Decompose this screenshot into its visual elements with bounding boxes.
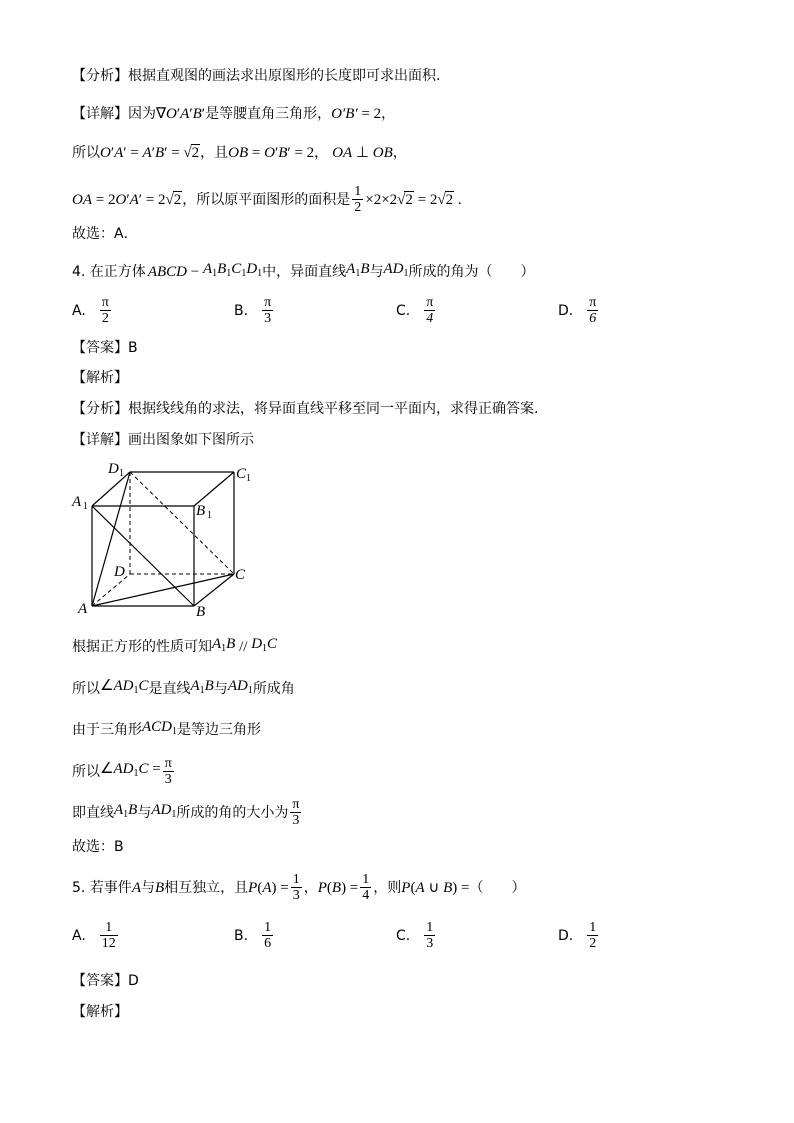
formula: ∇O′A′B′: [156, 106, 206, 122]
label-b: B: [196, 604, 206, 620]
q4-option-d[interactable]: D. $\frac{\pi}{6}$: [558, 295, 597, 326]
q4-step5: 即直线 $A_1B$ 与 $AD_1$ 所成的角的大小为 $\frac{\pi}{3}$: [72, 797, 300, 828]
cube-figure: [70, 458, 260, 620]
q3-line3: OA = 2O′A′ = 2√2 ，所以原平面图形的面积是 $\frac{1}{2}$ ×2×2√2 = 2√2 .: [72, 184, 462, 215]
formula: $A_1B$: [114, 802, 138, 820]
formula: O′A′ = A′B′ = √2: [100, 145, 200, 161]
label-c1: C: [236, 466, 247, 482]
formula: $ACD_1$: [142, 719, 177, 737]
svg-text:1: 1: [246, 473, 251, 484]
q5-jiexi: 【解析】: [72, 1004, 128, 1020]
formula: $\angle AD_1C$ =: [100, 761, 161, 779]
fraction: $\frac{1}{3}$: [292, 872, 300, 903]
q3-line2: 所以 O′A′ = A′B′ = √2 ，且 OB = O′B′ = 2 ， OA ⊥ OB ，: [72, 145, 407, 161]
formula: $A_1B_1C_1D_1$: [202, 261, 263, 279]
formula: $AD_1$: [383, 261, 409, 279]
svg-text:1: 1: [83, 501, 88, 512]
formula: ABCD: [147, 263, 187, 280]
label-d: D: [114, 564, 125, 580]
svg-text:1: 1: [119, 468, 124, 479]
formula: $AD_1$: [151, 802, 177, 820]
q5-option-c[interactable]: C. $\frac{1}{3}$: [396, 920, 434, 951]
q4-option-b[interactable]: B. $\frac{\pi}{3}$: [234, 295, 272, 326]
q3-analysis: 【分析】根据直观图的画法求出原图形的长度即可求出面积.: [72, 68, 441, 84]
q4-jiexi: 【解析】: [72, 370, 128, 386]
formula: OB = O′B′ = 2: [228, 145, 315, 161]
formula: ×2×2√2 = 2√2 .: [365, 191, 462, 208]
fraction: $\frac{1}{4}$: [362, 872, 370, 903]
formula: P(A ∪ B) =: [401, 879, 470, 896]
fraction: $\frac{\pi}{3}$: [164, 756, 172, 787]
label-b1: B: [196, 503, 206, 519]
q4-option-a[interactable]: A. $\frac{\pi}{2}$: [72, 295, 109, 326]
q5-stem: 5. 若事件 A 与 B 相互独立，且 P(A) = $\frac{1}{3}$ ， P(B) = $\frac{1}{4}$ ，则 P(A ∪ B) = （ ）: [72, 872, 526, 903]
formula: P(A) =: [248, 879, 289, 896]
formula: $A_1B$: [346, 261, 370, 279]
formula: B: [154, 879, 165, 896]
fraction: $\frac{\pi}{3}$: [292, 797, 300, 828]
formula: OA ⊥ OB: [332, 145, 393, 161]
q4-option-c[interactable]: C. $\frac{\pi}{4}$: [396, 295, 434, 326]
formula: $\angle AD_1C$: [100, 678, 149, 696]
formula: O′B′: [331, 106, 358, 122]
q5-option-a[interactable]: A. $\frac{1}{12}$: [72, 920, 116, 951]
formula: A: [131, 879, 141, 896]
q4-stem: 4. 在正方体 ABCD − $A_1B_1C_1D_1$ 中，异面直线 $A_1B$ 与 $AD_1$ 所成的角为（ ）: [72, 259, 535, 284]
formula: $AD_1$: [227, 678, 253, 696]
q3-answer: 故选：A．: [72, 226, 138, 242]
q5-option-d[interactable]: D. $\frac{1}{2}$: [558, 920, 597, 951]
q3-detail: 【详解】 因为 ∇O′A′B′ 是等腰直角三角形， O′B′ = 2 ，: [72, 106, 396, 122]
q4-step3: 由于三角形 $ACD_1$ 是等边三角形: [72, 717, 261, 742]
q4-step1: 根据正方形的性质可知 $A_1B$ // $D_1C$: [72, 634, 277, 659]
q4-answer: 【答案】 B: [72, 340, 138, 356]
formula: $A_1B$: [212, 636, 236, 654]
label-a1: A: [72, 494, 82, 510]
formula: P(B) =: [317, 879, 359, 896]
q4-detail: 【详解】画出图象如下图所示: [72, 432, 254, 448]
fraction: $\frac{1}{2}$: [354, 184, 362, 215]
q4-analysis: 【分析】根据线线角的求法，将异面直线平移至同一平面内，求得正确答案.: [72, 401, 539, 417]
formula: $D_1C$: [251, 636, 278, 654]
label-d1: D: [108, 461, 119, 477]
q5-option-b[interactable]: B. $\frac{1}{6}$: [234, 920, 272, 951]
q4-step2: 所以 $\angle AD_1C$ 是直线 $A_1B$ 与 $AD_1$ 所成角: [72, 676, 295, 701]
label-a: A: [78, 601, 88, 617]
q4-step4: 所以 $\angle AD_1C$ = $\frac{\pi}{3}$: [72, 756, 172, 787]
formula: OA = 2O′A′ = 2√2: [72, 191, 182, 208]
formula: $A_1B$: [190, 678, 214, 696]
svg-text:1: 1: [207, 510, 212, 521]
label-c: C: [235, 567, 246, 583]
q5-answer: 【答案】 D: [72, 973, 139, 989]
q4-final: 故选：B: [72, 839, 124, 855]
